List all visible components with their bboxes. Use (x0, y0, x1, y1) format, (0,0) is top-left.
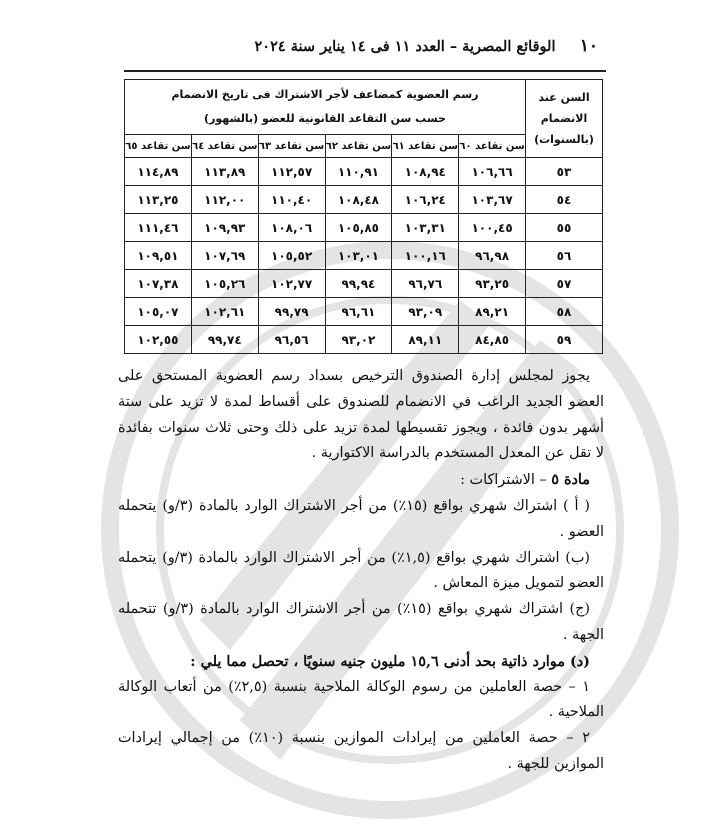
row-age: ٥٣ (526, 158, 603, 186)
table-cell: ٩٦,٦١ (325, 298, 392, 326)
table-row (125, 214, 603, 242)
table-cell: ٩٩,٩٤ (325, 270, 392, 298)
table-cell: ١٠٠,١٦ (392, 242, 459, 270)
table-cell: ٨٩,١١ (392, 326, 459, 354)
table-row (125, 242, 603, 270)
table-cell: ٩٩,٧٤ (191, 326, 258, 354)
table-cell: ٩٦,٥٦ (258, 326, 325, 354)
table-cell: ٨٩,٢١ (459, 298, 526, 326)
article-5-heading (118, 467, 604, 494)
contribution-item-b: (ب) اشتراك شهري بواقع (١,٥٪) من أجر الاشتراك الوارد بالمادة (٣/و) يتحمله العضو لتمويل ميزة المعاش . (118, 549, 604, 592)
column-header-retire-63: سن تقاعد ٦٣ (258, 135, 325, 158)
installment-paragraph: يجوز لمجلس إدارة الصندوق الترخيص بسداد رسم العضوية المستحق على العضو الجديد الراغب في الانضمام للصندوق على أقساط لمدة لا تزيد على ستة أشهر بدون فائدة ، ويجوز تقسيطها لمدة تزيد على ذلك وحتى ثلاث سنوات بفائدة لا تقل عن المعدل المستخدم بالدراسة الاكتوارية . (118, 368, 604, 462)
table-cell: ١٠٦,٢٤ (392, 186, 459, 214)
table-cell: ١٠٣,٣١ (392, 214, 459, 242)
column-header-retire-65: سن تقاعد ٦٥ (125, 135, 192, 158)
table-cell: ١٠٩,٩٣ (191, 214, 258, 242)
table-cell: ١٠٥,٨٥ (325, 214, 392, 242)
resource-subitem-1: ١ – حصة العاملين من رسوم الوكالة الملاحية بنسبة (٢,٥٪) من أتعاب الوكالة الملاحية . (118, 678, 604, 721)
column-header-retire-60: سن تقاعد ٦٠ (459, 135, 526, 158)
row-age: ٥٩ (526, 326, 603, 354)
table-cell: ١٠٩,٥١ (125, 242, 192, 270)
table-cell: ١٠٨,٠٦ (258, 214, 325, 242)
table-cell: ١١٣,٨٩ (191, 158, 258, 186)
table-cell: ٩٣,٢٥ (459, 270, 526, 298)
table-cell: ١٠٠,٤٥ (459, 214, 526, 242)
contribution-item-d: (د) موارد ذاتية بحد أدنى ١٥,٦ مليون جنيه سنويًا ، تحصل مما يلي : (190, 652, 590, 670)
table-cell: ١٠٢,٧٧ (258, 270, 325, 298)
table-cell: ١٠٥,٢٦ (191, 270, 258, 298)
table-cell: ١٠٣,٠١ (325, 242, 392, 270)
table-cell: ٨٤,٨٥ (459, 326, 526, 354)
row-age: ٥٨ (526, 298, 603, 326)
table-row (125, 158, 603, 186)
age-column-header (526, 80, 603, 158)
table-cell: ١٠٥,٥٢ (258, 242, 325, 270)
article-5-number: مادة ٥ (551, 471, 590, 489)
table-cell: ١١٠,٩١ (325, 158, 392, 186)
table-cell: ١٠٣,٦٧ (459, 186, 526, 214)
header-rule (124, 70, 606, 72)
age-header-line1: السن عند (538, 91, 590, 104)
age-header-line3: (بالسنوات) (534, 133, 594, 146)
contribution-item-a: ( أ ) اشتراك شهري بواقع (١٥٪) من أجر الاشتراك الوارد بالمادة (٣/و) يتحمله العضو . (118, 497, 604, 540)
table-cell: ١١٢,٠٠ (191, 186, 258, 214)
resource-subitem-2: ٢ – حصة العاملين من إيرادات الموازين بنسبة (١٠٪) من إجمالي إيرادات الموازين للجهة . (118, 730, 604, 772)
table-cell: ٩٩,٧٩ (258, 298, 325, 326)
contribution-item-c: (ج) اشتراك شهري بواقع (١٥٪) من أجر الاشتراك الوارد بالمادة (٣/و) تتحمله الجهة . (118, 601, 604, 643)
table-cell: ٩٦,٩٨ (459, 242, 526, 270)
table-cell: ١٠٥,٠٧ (125, 298, 192, 326)
page-header-title: الوقائع المصرية – العدد ١١ فى ١٤ يناير سنة ٢٠٢٤ (254, 38, 556, 55)
table-cell: ١١٣,٢٥ (125, 186, 192, 214)
row-age: ٥٧ (526, 270, 603, 298)
table-cell: ١٠٨,٩٤ (392, 158, 459, 186)
column-header-retire-62: سن تقاعد ٦٢ (325, 135, 392, 158)
table-row (125, 326, 603, 354)
table-cell: ٩٣,٠٢ (325, 326, 392, 354)
row-age: ٥٥ (526, 214, 603, 242)
table-cell: ١٠٧,٣٨ (125, 270, 192, 298)
fee-group-header-line1: رسم العضوية كمضاعف لأجر الاشتراك فى تاريخ الانضمام (171, 88, 479, 101)
table-cell: ١١٢,٥٧ (258, 158, 325, 186)
row-age: ٥٤ (526, 186, 603, 214)
table-cell: ١١٠,٤٠ (258, 186, 325, 214)
age-header-line2: الانضمام (540, 112, 588, 125)
table-row (125, 298, 603, 326)
table-cell: ١١٤,٨٩ (125, 158, 192, 186)
table-cell: ١١١,٤٦ (125, 214, 192, 242)
table-cell: ٩٦,٧٦ (392, 270, 459, 298)
table-cell: ١٠٦,٦٦ (459, 158, 526, 186)
column-header-retire-61: سن تقاعد ٦١ (392, 135, 459, 158)
table-cell: ٩٣,٠٩ (392, 298, 459, 326)
article-5-subtitle: – الاشتراكات : (460, 472, 552, 489)
page-number: ١٠ (579, 36, 598, 56)
membership-fee-table (124, 79, 603, 354)
column-header-retire-64: سن تقاعد ٦٤ (191, 135, 258, 158)
table-cell: ١٠٢,٦١ (191, 298, 258, 326)
fee-group-header (125, 80, 526, 135)
table-row (125, 270, 603, 298)
table-row (125, 186, 603, 214)
body-text (118, 364, 604, 778)
table-cell: ١٠٧,٦٩ (191, 242, 258, 270)
fee-group-header-line2: حسب سن التقاعد القانونية للعضو (بالشهور) (204, 112, 446, 125)
row-age: ٥٦ (526, 242, 603, 270)
table-cell: ١٠٢,٥٥ (125, 326, 192, 354)
table-cell: ١٠٨,٤٨ (325, 186, 392, 214)
